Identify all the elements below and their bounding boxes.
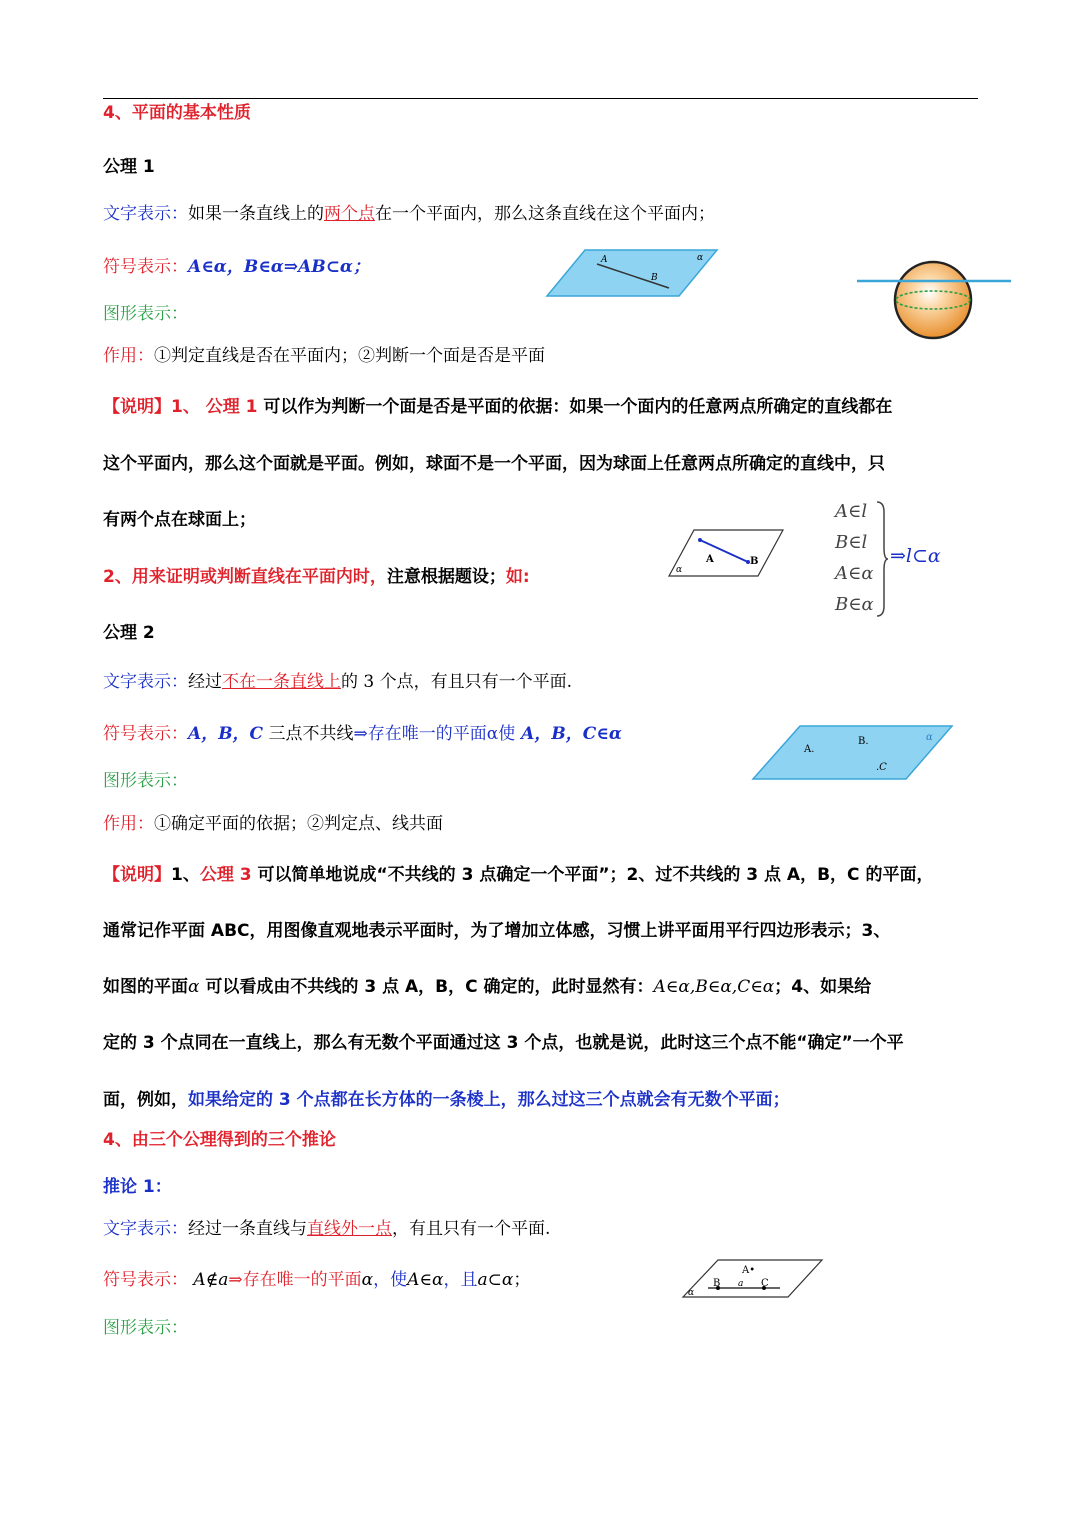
sphere-icon (895, 262, 971, 338)
cor1-heading: 推论 1： (103, 1177, 172, 1197)
plane-shape (753, 726, 952, 779)
axiom1-text-a: 如果一条直线上的 (188, 204, 324, 224)
note1-l1-black: 可以作为判断一个面是否是平面的依据：如果一个面内的任意两点所确定的直线都在 (257, 397, 893, 417)
axiom1-use-label: 作用： (103, 346, 154, 366)
axiom2-heading: 公理 2 (103, 623, 155, 643)
note2-l1-a: 1、 (171, 865, 200, 885)
plane-shape (547, 250, 717, 296)
cor1-text-label: 文字表示： (103, 1219, 188, 1239)
note2-line2: 通常记作平面 ABC，用图像直观地表示平面时，为了增加立体感，习惯上讲平面用平行四边形表示；3、 (103, 921, 891, 941)
axiom1-sym-value: A∈α，B∈α⇒AB⊂α； (188, 257, 371, 277)
axiom2-use-line (103, 812, 443, 836)
fig-label-c: .C (876, 762, 887, 773)
note2-tag: 【说明】 (103, 865, 171, 885)
note2-line5 (103, 1089, 790, 1111)
fig-label-line-a: a (738, 1279, 744, 1289)
axiom2-sym-p3: ⇒存在唯一的平面α使 (353, 724, 516, 744)
cor1-sym-p2: ⇒存在唯一的平面 (228, 1270, 362, 1290)
note1-line3: 有两个点在球面上； (103, 510, 256, 530)
cor1-sym-p4: ，使 (373, 1270, 408, 1290)
note1-l4-red2: 如: (505, 567, 530, 587)
note2-l3-a: 如图的平面 (103, 977, 188, 997)
axiom1-use-value: ①判定直线是否在平面内；②判断一个面是否是平面 (154, 346, 545, 366)
note1-line4 (103, 566, 530, 588)
note1-line2: 这个平面内，那么这个面就是平面。例如，球面不是一个平面，因为球面上任意两点所确定的直线中，只 (103, 454, 885, 474)
section-title: 4、平面的基本性质 (103, 103, 251, 123)
axiom2-sym-p1: A，B，C (188, 724, 264, 744)
brace-line-4: B∈α (835, 594, 874, 615)
note1-tag: 【说明】 (103, 397, 171, 417)
fig-label-a: A (706, 554, 714, 565)
axiom1-text-underline: 两个点 (324, 204, 375, 224)
point-a (698, 538, 702, 542)
note2-line1 (103, 864, 933, 886)
fig-label-b: B (713, 1278, 721, 1289)
note2-l3-b: 可以看成由不共线的 3 点 A，B，C 确定的，此时显然有： (199, 977, 654, 997)
fig-label-alpha: α (688, 1288, 695, 1298)
fig-label-alpha: α (676, 565, 683, 575)
axiom1-text-label: 文字表示： (103, 204, 188, 224)
axiom2-text-b: 的 3 个点，有且只有一个平面. (341, 672, 573, 692)
plane-shape (669, 530, 783, 576)
note2-l3-math: A∈α,B∈α,C∈α (653, 977, 775, 997)
axiom2-text-label: 文字表示： (103, 672, 188, 692)
fig-label-a: A• (742, 1265, 756, 1276)
right-brace (875, 500, 889, 618)
cor1-sym-p8: ； (513, 1270, 531, 1290)
fig-label-b: B (651, 273, 658, 283)
axiom1-symbol-line (103, 255, 370, 279)
axiom1-sym-label: 符号表示： (103, 257, 188, 277)
section-title-corollaries: 4、由三个公理得到的三个推论 (103, 1130, 336, 1150)
cor1-symbol-line (103, 1268, 530, 1292)
note2-l1-b: 可以简单地说成“不共线的 3 点确定一个平面”；2、过不共线的 3 点 A，B，C 的平面， (251, 865, 934, 885)
brace-line-2: B∈l (835, 532, 868, 553)
cor1-plane-figure (680, 1258, 825, 1300)
axiom1-heading: 公理 1 (103, 157, 155, 177)
axiom1-plane-figure (545, 248, 720, 300)
cor1-sym-p7: a⊂α (477, 1270, 514, 1290)
note1-l1-red: 1、 公理 1 (171, 397, 258, 417)
fig-label-b: B (750, 556, 759, 567)
axiom1-use-line (103, 344, 545, 368)
axiom1-text-line (103, 202, 715, 226)
cor1-figure-label: 图形表示： (103, 1318, 188, 1338)
axiom2-sym-p4: A，B，C∈α (515, 724, 622, 744)
note2-l5-a: 面，例如， (103, 1090, 188, 1110)
brace-conditions (835, 496, 874, 620)
sphere-figure (855, 258, 1015, 343)
brace-line-1: A∈l (835, 501, 868, 522)
fig-label-a: A (601, 255, 608, 265)
fig-label-a: A. (804, 744, 815, 755)
axiom2-plane-figure (750, 724, 955, 782)
fig-label-c: C (761, 1278, 769, 1289)
brace-line-3: A∈α (835, 563, 874, 584)
note2-l5-blue: 如果给定的 3 个点都在长方体的一条棱上，那么过这三个点就会有无数个平面； (188, 1090, 790, 1110)
fig-label-b: B. (858, 736, 869, 747)
axiom2-figure-label: 图形表示： (103, 771, 188, 791)
fig-label-alpha: α (697, 253, 704, 263)
axiom2-sym-p2: 三点不共线 (263, 724, 354, 744)
note2-line4: 定的 3 个点同在一直线上，那么有无数个平面通过这 3 个点，也就是说，此时这三个点不能“确定”一个平 (103, 1033, 904, 1053)
note2-l3-c: ；4、如果给 (774, 977, 872, 997)
cor1-text-underline: 直线外一点 (307, 1219, 392, 1239)
note1-l4-black: 注意根据题设； (386, 567, 506, 587)
note1-line1 (103, 396, 892, 418)
cor1-text-a: 经过一条直线与 (188, 1219, 307, 1239)
note2-line3 (103, 976, 871, 998)
cor1-sym-p5: A∈α (407, 1270, 444, 1290)
cor1-sym-p6: ，且 (443, 1270, 478, 1290)
axiom1-text-b: 在一个平面内，那么这条直线在这个平面内； (375, 204, 715, 224)
axiom2-use-label: 作用： (103, 814, 154, 834)
axiom2-text-underline: 不在一条直线上 (222, 672, 341, 692)
cor1-sym-label: 符号表示： (103, 1270, 188, 1290)
header-rule (103, 98, 978, 99)
cor1-text-line (103, 1217, 550, 1241)
axiom2-use-value: ①确定平面的依据；②判定点、线共面 (154, 814, 443, 834)
axiom2-text-line (103, 670, 572, 694)
cor1-text-b: ，有且只有一个平面. (392, 1219, 551, 1239)
note1-l4-red: 2、用来证明或判断直线在平面内时， (103, 567, 387, 587)
cor1-sym-p3: α (361, 1270, 374, 1290)
cor1-sym-p1: A∉a (193, 1270, 229, 1290)
axiom2-sym-label: 符号表示： (103, 724, 188, 744)
brace-result: ⇒l⊂α (890, 545, 941, 567)
note1-plane-figure (666, 528, 786, 580)
axiom1-figure-label: 图形表示： (103, 304, 188, 324)
fig-label-alpha: α (926, 732, 933, 743)
note2-l3-alpha: α (188, 977, 200, 997)
axiom2-symbol-line (103, 722, 622, 746)
note2-l1-red: 公理 3 (199, 865, 252, 885)
axiom2-text-a: 经过 (188, 672, 222, 692)
